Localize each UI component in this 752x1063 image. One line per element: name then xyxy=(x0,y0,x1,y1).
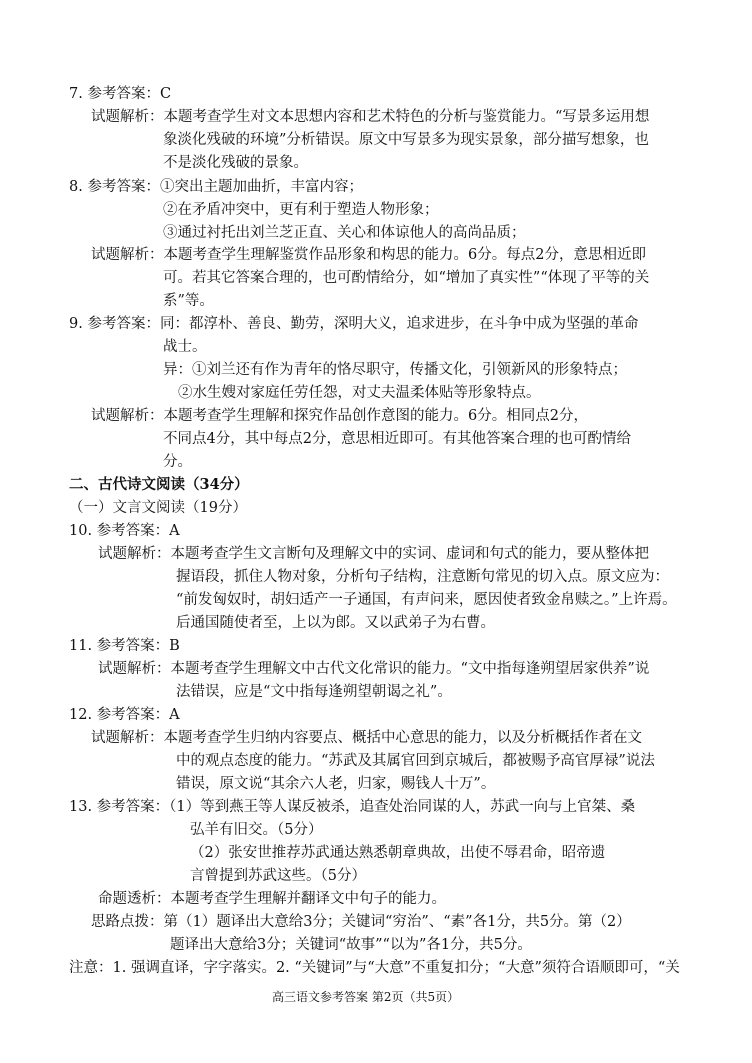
section-heading: 二、古代诗文阅读（34分） xyxy=(69,476,249,493)
text-line: 题译出大意给3分；关键词“故事”“以为”各1分，共5分。 xyxy=(170,937,532,953)
text-line: 后通国随使者至，上以为郎。又以武弟子为右曹。 xyxy=(176,615,495,631)
text-line: 试题解析：本题考查学生理解鉴赏作品形象和构思的能力。6分。每点2分，意思相近即 xyxy=(91,247,646,263)
text-line: 思路点拨：第（1）题译出大意给3分；关键词“穷治”、“素”各1分，共5分。第（2） xyxy=(91,914,631,930)
text-line: 弘羊有旧交。（5分） xyxy=(190,822,323,838)
text-line: 试题解析：本题考查学生文言断句及理解文中的实词、虚词和句式的能力，要从整体把 xyxy=(98,546,649,562)
text-line: 命题透析：本题考查学生理解并翻译文中句子的能力。 xyxy=(98,891,446,907)
text-line: 11. 参考答案：B xyxy=(69,638,180,654)
text-line: 13. 参考答案：（1）等到燕王等人谋反被杀，追查处治同谋的人，苏武一向与上官桀、桑 xyxy=(69,799,636,815)
text-line: 不是淡化残破的景象。 xyxy=(163,155,308,171)
text-line: 试题解析：本题考查学生归纳内容要点、概括中心意思的能力，以及分析概括作者在文 xyxy=(91,730,642,746)
text-line: ③通过衬托出刘兰芝正直、关心和体谅他人的高尚品质； xyxy=(163,225,526,241)
text-line: 象淡化残破的环境”分析错误。原文中写景多为现实景象，部分描写想象，也 xyxy=(163,132,649,148)
subsection-heading: （一）文言文阅读（19分） xyxy=(69,500,247,516)
text-line: 错误，原文说“其余六人老，归家，赐钱人十万”。 xyxy=(176,776,496,792)
text-line: 系”等。 xyxy=(163,293,214,309)
text-line: 12. 参考答案：A xyxy=(69,707,180,723)
text-line: 言曾提到苏武这些。（5分） xyxy=(190,868,366,884)
text-line: 不同点4分，其中每点2分，意思相近即可。有其他答案合理的也可酌情给 xyxy=(163,431,631,447)
text-line: 握语段，抓住人物对象，分析句子结构，注意断句常见的切入点。原文应为： xyxy=(176,569,669,585)
text-line: （2）张安世推荐苏武通达熟悉朝章典故，出使不辱君命，昭帝遗 xyxy=(190,845,606,861)
text-line: 可。若其它答案合理的，也可酌情给分，如“增加了真实性”“体现了平等的关 xyxy=(163,270,650,286)
text-line: 注意：1. 强调直译，字字落实。2. “关键词”与“大意”不重复扣分；“大意”须符合语顺即可，“关 xyxy=(69,960,680,976)
text-line: ②水生嫂对家庭任劳任怨，对丈夫温柔体贴等形象特点。 xyxy=(178,385,541,401)
text-line: ②在矛盾冲突中，更有利于塑造人物形象； xyxy=(163,202,439,218)
text-line: 试题解析：本题考查学生理解文中古代文化常识的能力。“文中指每逢朔望居家供养”说 xyxy=(98,661,650,677)
text-line: 9. 参考答案：同：都淳朴、善良、勤劳，深明大义，追求进步，在斗争中成为坚强的革命 xyxy=(69,316,639,332)
text-line: 分。 xyxy=(163,454,192,470)
text-line: “前发匈奴时，胡妇适产一子通国，有声问来，愿因使者致金帛赎之。”上许焉。 xyxy=(176,592,677,608)
text-line: 战士。 xyxy=(163,339,207,355)
text-line: 10. 参考答案：A xyxy=(69,523,180,539)
text-line: 试题解析：本题考查学生对文本思想内容和艺术特色的分析与鉴赏能力。“写景多运用想 xyxy=(91,109,650,125)
text-line: 法错误，应是“文中指每逢朔望朝谒之礼”。 xyxy=(176,684,452,700)
text-line: 中的观点态度的能力。“苏武及其属官回到京城后，都被赐予高官厚禄”说法 xyxy=(176,753,655,769)
text-line: 异：①刘兰还有作为青年的恪尽职守，传播文化，引领新风的形象特点； xyxy=(163,362,627,378)
text-line: 试题解析：本题考查学生理解和探究作品创作意图的能力。6分。相同点2分， xyxy=(91,408,588,424)
text-line: 7. 参考答案：C xyxy=(69,86,172,102)
page-footer: 高三语文参考答案 第2页（共5页） xyxy=(272,990,460,1004)
text-line: 8. 参考答案：①突出主题加曲折，丰富内容； xyxy=(69,179,363,195)
